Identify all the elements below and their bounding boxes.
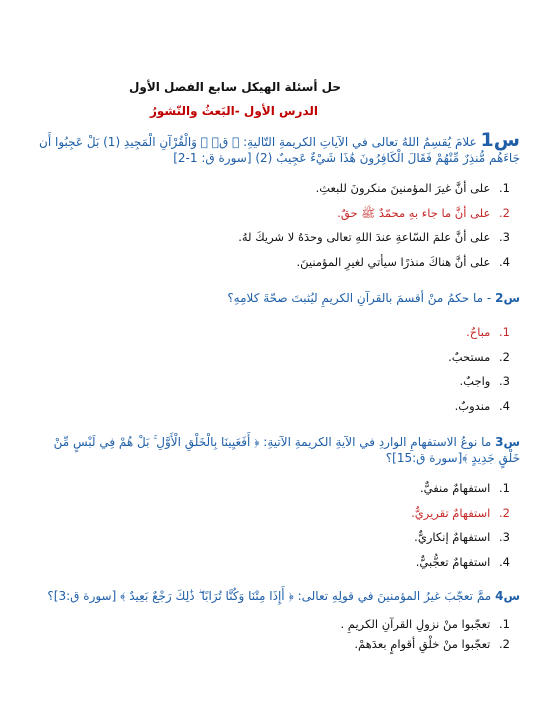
option: 3. على أنَّ علمَ السّاعةِ عندَ اللهِ تعالى وحدَهُ لا شريكَ لهُ.	[238, 230, 510, 244]
question-number: س1	[480, 129, 520, 151]
option: 1. على أنَّ غيرَ المؤمنينَ منكرونَ للبعثِ.	[315, 181, 510, 195]
lesson-subtitle: الدرس الأول -البَعثُ والنّشورُ	[149, 104, 319, 118]
option: 4. على أنَّ هناكَ منذرًا سيأتي لغيرِ المؤمنينَ.	[296, 254, 510, 269]
option-correct: 2. على أنَّ ما جاء بهِ محمّدٌ ﷺ حقٌ.	[337, 205, 510, 220]
option: 1. استفهامٌ منفيٌّ.	[419, 481, 510, 495]
question-text: - ما حكمُ منْ أقسمَ بالقرآنِ الكريمِ ليُثبتَ صحّةَ كلامِهِ؟	[227, 291, 492, 305]
option: 3. واجبٌ.	[459, 374, 510, 388]
question-4-options	[40, 614, 510, 654]
question-text: علامَ يُقسِمُ اللهُ تعالى في الآياتِ الكريمةِ التّاليةِ: ﴿ قۤ ۚ وَالْقُرْآنِ الْمَجِيدِ (1) بَلْ عَجِبُوا أَن جَاءَهُم مُّنذِرٌ مِّنْهُمْ فَقَالَ الْكَافِرُونَ هَٰذَا شَيْءٌ عَجِيبٌ (2) [سورة ق: 1-2]	[39, 135, 520, 165]
option: 4. مندوبٌ.	[454, 398, 510, 413]
question-1	[30, 129, 520, 166]
option: 4. استفهامٌ تعجُّبيٌّ.	[415, 554, 510, 569]
question-number: س3	[495, 435, 520, 449]
question-3-options	[40, 478, 510, 576]
question-3	[30, 434, 520, 466]
option-correct: 2. استفهامٌ تقريريٌّ.	[411, 505, 510, 520]
question-1-options	[40, 178, 510, 276]
document-title: حل أسئلة الهيكل سابع الفصل الأول	[128, 80, 342, 94]
option: 2. مستحبٌ.	[448, 349, 510, 364]
question-number: س4	[495, 589, 520, 603]
question-2-options	[40, 322, 510, 420]
option: 3. استفهامٌ إنكاريٌّ.	[414, 530, 510, 544]
option: 2. تعجّبوا منْ خلْقِ أقوامٍ بعدَهمْ.	[354, 637, 510, 651]
option-correct: 1. مباحٌ.	[466, 325, 510, 339]
question-4	[30, 588, 520, 604]
question-text: ممَّ تعجّبَ غيرُ المؤمنينَ في قولِهِ تعالى: ﴿ أَإِذَا مِتْنَا وَكُنَّا تُرَابًا ۖ ذَٰلِكَ رَجْعٌ بَعِيدٌ ﴾ [سورة ق:3]؟	[47, 589, 492, 603]
question-text: ما نوعُ الاستفهامِ الواردِ في الآيةِ الكريمةِ الآتيةِ: ﴿ أَفَعَيِينَا بِالْخَلْقِ الْأَوَّلِ ۚ بَلْ هُمْ فِي لَبْسٍ مِّنْ خَلْقٍ جَدِيدٍ ﴾[سورة ق:15]؟	[53, 435, 520, 465]
question-2	[30, 290, 520, 306]
question-number: س2	[495, 291, 520, 305]
option: 1. تعجّبوا منْ نزولِ القرآنِ الكريمِ .	[340, 617, 510, 631]
